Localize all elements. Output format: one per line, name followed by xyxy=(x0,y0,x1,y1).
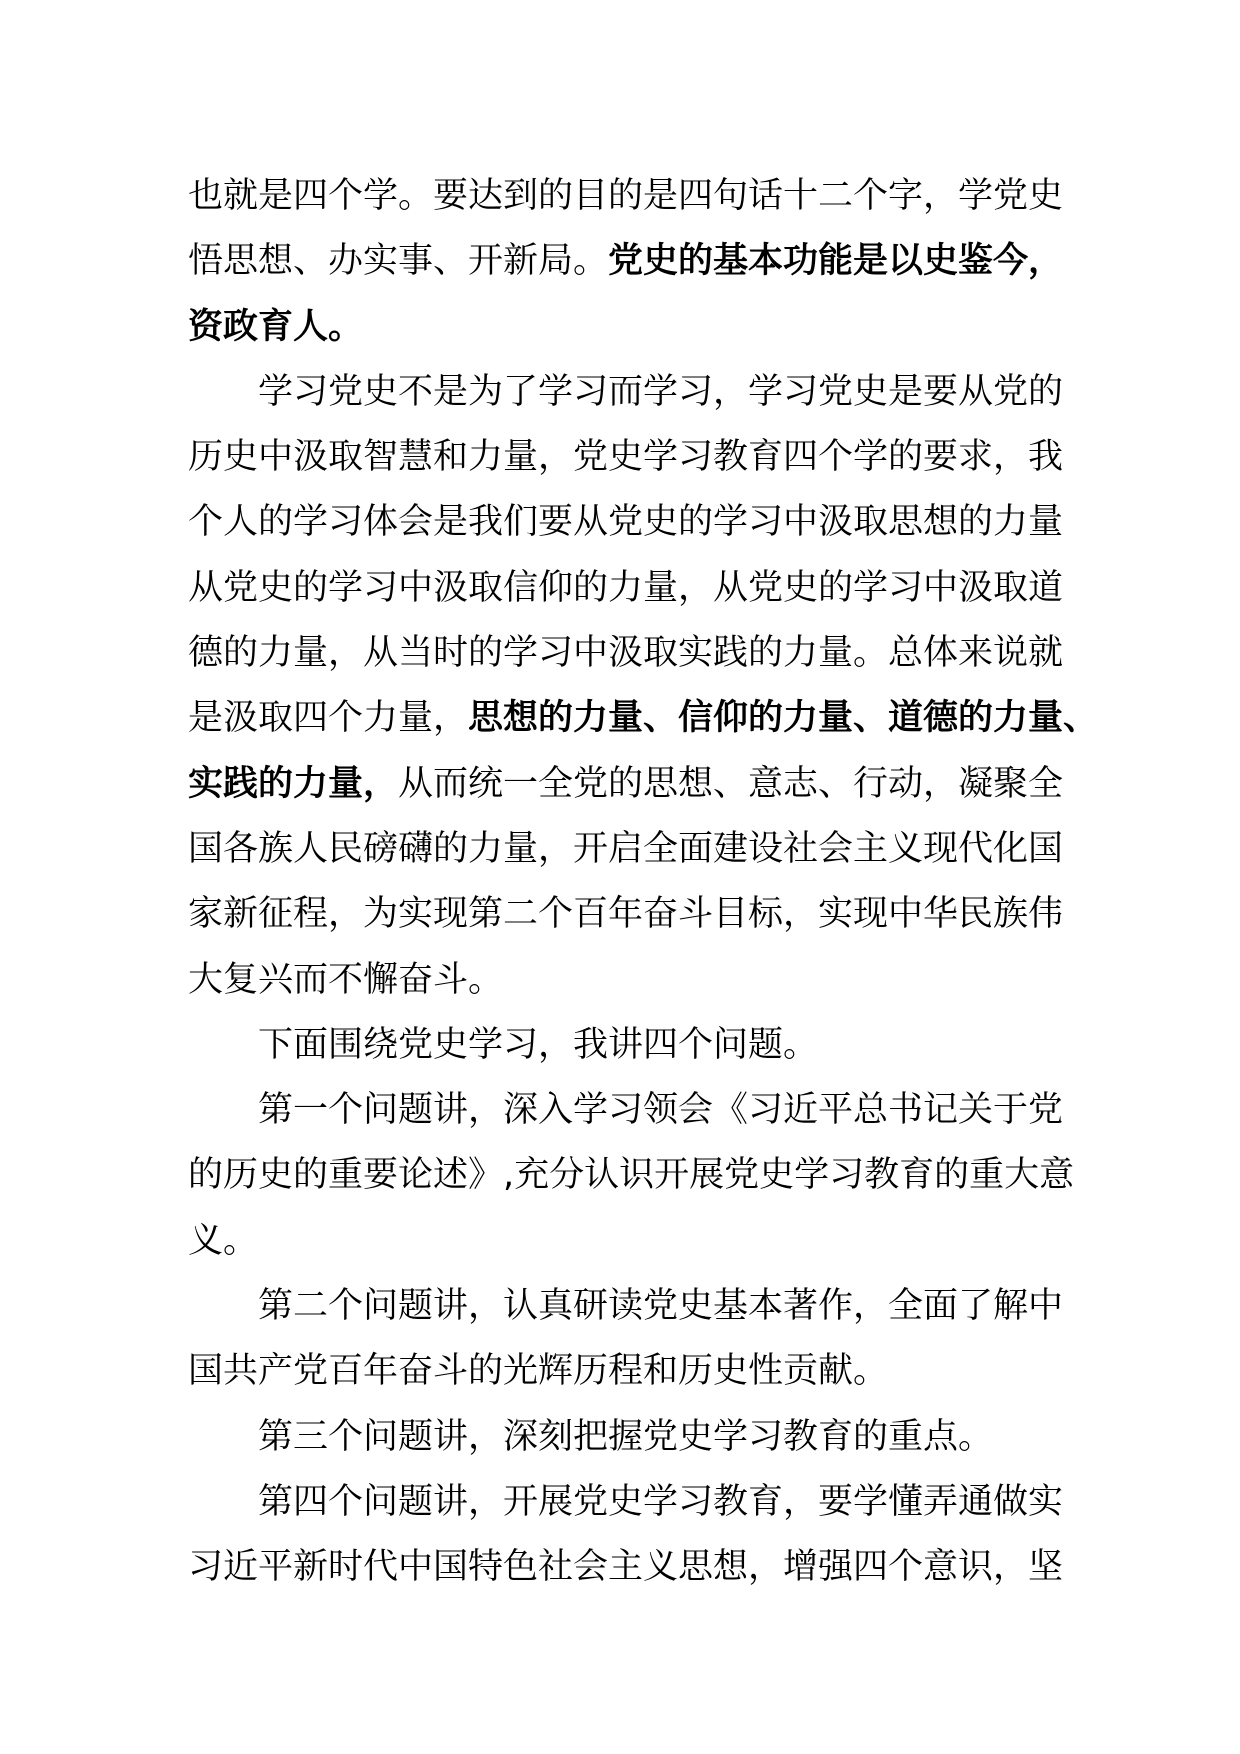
text-segment: 第三个问题讲，深刻把握党史学习教育的重点。 xyxy=(258,1416,994,1457)
text-line xyxy=(188,817,1068,882)
paragraph-first-line xyxy=(188,1274,1068,1339)
text-line xyxy=(188,425,1068,490)
text-line xyxy=(188,948,1068,1013)
bold-text-segment: 实践的力量， xyxy=(188,763,399,804)
paragraph-first-line xyxy=(188,1078,1068,1143)
text-line xyxy=(188,1209,1068,1274)
text-line xyxy=(188,1339,1068,1404)
paragraph-first-line xyxy=(188,1405,1068,1470)
paragraph-first-line xyxy=(188,1013,1068,1078)
text-segment: 义。 xyxy=(188,1220,259,1261)
text-segment: 国共产党百年奋斗的光辉历程和历史性贡献。 xyxy=(188,1351,889,1392)
text-segment: 历史中汲取智慧和力量，党史学习教育四个学的要求，我 xyxy=(188,437,1064,478)
text-segment: 第二个问题讲，认真研读党史基本著作，全面了解中 xyxy=(258,1286,1064,1327)
text-segment: 下面围绕党史学习，我讲四个问题。 xyxy=(258,1024,819,1065)
text-segment: 悟思想、办实事、开新局。 xyxy=(188,241,609,282)
document-page xyxy=(188,164,1099,1601)
text-line xyxy=(188,882,1068,947)
text-segment: 家新征程，为实现第二个百年奋斗目标，实现中华民族伟 xyxy=(188,894,1064,935)
text-segment: 个人的学习体会是我们要从党史的学习中汲取思想的力量 xyxy=(188,502,1064,543)
bold-text-segment: 资政育人。 xyxy=(188,306,364,347)
text-segment: 大复兴而不懈奋斗。 xyxy=(188,959,504,1000)
text-segment: 从而统一全党的思想、意志、行动，凝聚全 xyxy=(398,763,1064,804)
bold-text-segment: 党史的基本功能是以史鉴今， xyxy=(608,241,1064,282)
text-segment: 从党史的学习中汲取信仰的力量，从党史的学习中汲取道 xyxy=(188,567,1064,608)
text-segment: 第四个问题讲，开展党史学习教育，要学懂弄通做实 xyxy=(258,1481,1064,1522)
text-line xyxy=(188,621,1068,686)
bold-text-segment: 思想的力量、信仰的力量、道德的力量、 xyxy=(468,698,1099,739)
text-segment: 学习党史不是为了学习而学习，学习党史是要从党的 xyxy=(258,371,1064,412)
text-segment: 习近平新时代中国特色社会主义思想，增强四个意识，坚 xyxy=(188,1547,1064,1588)
text-segment: 德的力量，从当时的学习中汲取实践的力量。总体来说就 xyxy=(188,633,1064,674)
text-line xyxy=(188,752,1068,817)
text-line xyxy=(188,229,1068,294)
paragraph-first-line xyxy=(188,1470,1068,1535)
text-line xyxy=(188,164,1068,229)
text-line xyxy=(188,686,1099,751)
paragraph-first-line xyxy=(188,360,1068,425)
text-line xyxy=(188,295,1068,360)
text-segment: 也就是四个学。要达到的目的是四句话十二个字，学党史 xyxy=(188,176,1064,216)
text-line xyxy=(188,556,1068,621)
text-segment: 第一个问题讲，深入学习领会《习近平总书记关于党 xyxy=(258,1090,1064,1131)
text-segment: 是汲取四个力量， xyxy=(188,698,469,739)
text-segment: 国各族人民磅礴的力量，开启全面建设社会主义现代化国 xyxy=(188,828,1064,869)
text-line xyxy=(188,1143,1075,1208)
text-line xyxy=(188,490,1068,555)
text-line xyxy=(188,1535,1068,1600)
text-segment: 的历史的重要论述》,充分认识开展党史学习教育的重大意 xyxy=(188,1155,1075,1196)
